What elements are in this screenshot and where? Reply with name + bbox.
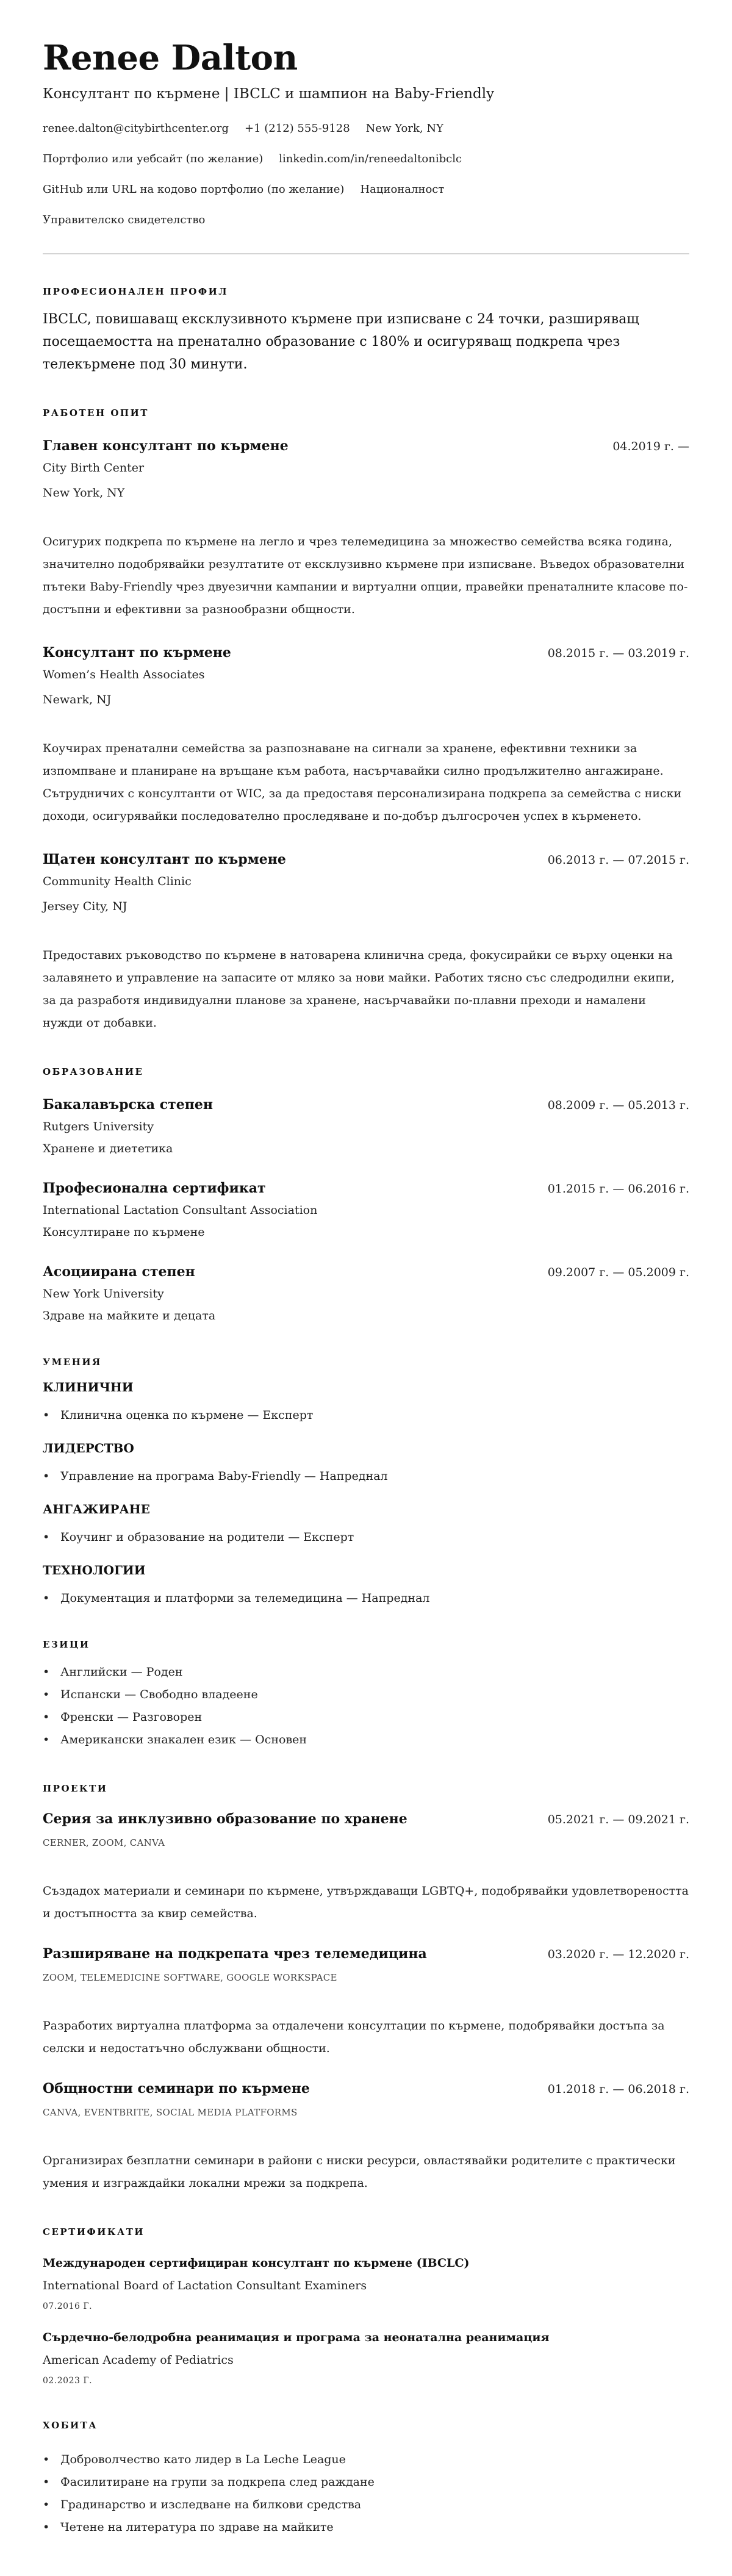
job-location: Newark, NJ — [43, 693, 112, 706]
school: International Lactation Consultant Association — [43, 1204, 318, 1217]
projects-list — [43, 1809, 689, 2195]
skill-list — [43, 1589, 689, 1607]
headline: Консултант по кърмене | IBCLC и шампион на Baby-Friendly — [43, 86, 495, 102]
entry-header — [43, 1809, 689, 1829]
divider — [43, 253, 689, 254]
project-entry — [43, 2079, 689, 2195]
certification-date: 07.2016 Г. — [43, 2302, 93, 2311]
project-title: Серия за инклузивно образование по хранене — [43, 1811, 407, 1827]
hobbies-list — [43, 2449, 689, 2539]
language-item: • Френски — Разговорен — [43, 1706, 689, 1729]
education-list — [43, 1095, 689, 1325]
degree: Бакалавърска степен — [43, 1097, 213, 1113]
job-location: New York, NY — [43, 486, 125, 500]
section-title-education: ОБРАЗОВАНИЕ — [43, 1066, 144, 1077]
skill-list — [43, 1528, 689, 1546]
contact-row — [43, 113, 689, 144]
section-title-languages: ЕЗИЦИ — [43, 1639, 90, 1650]
email-link[interactable]: renee.dalton@citybirthcenter.org — [43, 122, 229, 135]
project-title: Общностни семинари по кърмене — [43, 2081, 310, 2097]
certification-name: Сърдечно-белодробна реанимация и програма за неонатална реанимация — [43, 2331, 550, 2344]
github-link[interactable]: GitHub или URL на кодово портфолио (по желание) — [43, 183, 345, 196]
languages-list — [43, 1661, 689, 1751]
company: City Birth Center — [43, 461, 145, 475]
degree: Професионална сертификат — [43, 1180, 266, 1196]
skill-list — [43, 1406, 689, 1424]
education-entry — [43, 1179, 689, 1241]
education-entry — [43, 1262, 689, 1325]
hobby-item: • Доброволчество като лидер в La Leche League — [43, 2449, 689, 2471]
job-location: Jersey City, NJ — [43, 900, 127, 913]
section-title-summary: ПРОФЕСИОНАЛЕН ПРОФИЛ — [43, 286, 229, 297]
company: Women’s Health Associates — [43, 668, 205, 681]
job-description: Коучирах пренатални семейства за разпознаване на сигнали за хранене, ефективни техники за изпомпване и планиране на връщане към работа, насърчавайки силно продължително ангажиране. Сътрудничих с консултанти от WIC, за да предоставя персонализирана подкрепа за семейства с ниски доходи, осигурявайки последователно проследяване и по-добър дългосрочен успех в кърменето. — [43, 742, 682, 823]
section-title-projects: ПРОЕКТИ — [43, 1783, 108, 1794]
skill-category: АНГАЖИРАНЕ — [43, 1502, 150, 1516]
entry-header — [43, 1262, 689, 1282]
school: New York University — [43, 1287, 164, 1301]
language-item: • Американски знакален език — Основен — [43, 1729, 689, 1751]
job-title: Консултант по кърмене — [43, 645, 231, 661]
contact-row — [43, 144, 689, 174]
experience-entry — [43, 643, 689, 828]
contact-row — [43, 174, 689, 205]
nationality: Националност — [360, 183, 445, 196]
section-title-skills: УМЕНИЯ — [43, 1357, 102, 1368]
job-title: Главен консултант по кърмене — [43, 438, 289, 454]
location: New York, NY — [365, 122, 443, 135]
project-tech: CERNER, ZOOM, CANVA — [43, 1837, 165, 1848]
job-dates: 08.2015 г. — 03.2019 г. — [547, 647, 689, 660]
drivers-license: Управителско свидетелство — [43, 213, 206, 226]
skill-item: • Управление на програма Baby-Friendly — Напреднал — [43, 1467, 689, 1485]
project-dates: 03.2020 г. — 12.2020 г. — [547, 1948, 689, 1961]
project-entry — [43, 1944, 689, 2060]
field-of-study: Хранене и диететика — [43, 1142, 173, 1155]
entry-header — [43, 2079, 689, 2099]
language-item: • Испански — Свободно владеене — [43, 1684, 689, 1706]
contact-info — [43, 113, 689, 235]
job-title: Щатен консултант по кърмене — [43, 852, 286, 867]
experience-entry — [43, 850, 689, 1035]
company: Community Health Clinic — [43, 875, 192, 888]
entry-header — [43, 1095, 689, 1115]
summary-text: IBCLC, повишаващ ексклузивното кърмене при изписване с 24 точки, разширяващ посещаемостта на пренатално образование с 180% и осигуряващ подкрепа чрез телекърмене под 30 минути. — [43, 312, 639, 372]
project-description: Създадох материали и семинари по кърмене, утвърждаващи LGBTQ+, подобрявайки удовлетвореността и достъпността за квир семейства. — [43, 1884, 689, 1920]
school: Rutgers University — [43, 1120, 154, 1133]
entry-header — [43, 1179, 689, 1199]
project-tech: CANVA, EVENTBRITE, SOCIAL MEDIA PLATFORMS — [43, 2107, 298, 2118]
skill-list — [43, 1467, 689, 1485]
certification-issuer: International Board of Lactation Consultant Examiners — [43, 2279, 367, 2292]
entry-header — [43, 850, 689, 870]
entry-header — [43, 436, 689, 456]
job-dates: 04.2019 г. — — [612, 440, 689, 453]
experience-entry — [43, 436, 689, 621]
education-entry — [43, 1095, 689, 1158]
project-dates: 05.2021 г. — 09.2021 г. — [547, 1813, 689, 1826]
certification-date: 02.2023 Г. — [43, 2376, 93, 2386]
certification-name: Международен сертифициран консултант по кърмене (IBCLC) — [43, 2256, 470, 2270]
linkedin-link[interactable]: linkedin.com/in/reneedaltonibclc — [279, 152, 462, 165]
skill-category: ЛИДЕРСТВО — [43, 1441, 134, 1455]
project-title: Разширяване на подкрепата чрез телемедицина — [43, 1946, 427, 1962]
skill-item: • Документация и платформи за телемедицина — Напреднал — [43, 1589, 689, 1607]
project-dates: 01.2018 г. — 06.2018 г. — [547, 2083, 689, 2096]
skill-item: • Коучинг и образование на родители — Експерт — [43, 1528, 689, 1546]
entry-header — [43, 643, 689, 663]
certifications-list — [43, 2255, 689, 2388]
certification-issuer: American Academy of Pediatrics — [43, 2353, 234, 2367]
job-description: Осигурих подкрепа по кърмене на легло и чрез телемедицина за множество семейства всяка година, значително подобрявайки резултатите от ексклузивно кърмене при изписване. Въведох образователни пътеки Baby-Friendly чрез двуезични кампании и виртуални опции, правейки пренаталните класове по-достъпни и ефективни за разнообразни общности. — [43, 535, 688, 616]
education-dates: 09.2007 г. — 05.2009 г. — [547, 1266, 689, 1279]
contact-row — [43, 205, 689, 235]
experience-list — [43, 436, 689, 1035]
entry-header — [43, 1944, 689, 1964]
project-description: Организирах безплатни семинари в райони с ниски ресурси, овластявайки родителите с практически умения и изграждайки локални мрежи за подкрепа. — [43, 2154, 676, 2190]
skill-category: КЛИНИЧНИ — [43, 1380, 134, 1394]
hobby-item: • Градинарство и изследване на билкови средства — [43, 2494, 689, 2516]
degree: Асоциирана степен — [43, 1264, 195, 1280]
education-dates: 01.2015 г. — 06.2016 г. — [547, 1182, 689, 1196]
hobby-item: • Фасилитиране на групи за подкрепа след раждане — [43, 2471, 689, 2494]
certification-entry — [43, 2329, 689, 2388]
field-of-study: Консултиране по кърмене — [43, 1225, 205, 1239]
project-description: Разработих виртуална платформа за отдалечени консултации по кърмене, подобрявайки достъпа за селски и недостатъчно обслужвани общности. — [43, 2019, 665, 2055]
project-entry — [43, 1809, 689, 1925]
job-description: Предоставих ръководство по кърмене в натоварена клинична среда, фокусирайки се върху оценки на залавянето и управление на запасите от мляко за нови майки. Работих тясно със следродилни екипи, за да разработя индивидуални планове за хранене, насърчавайки по-плавни преходи и намалени нужди от добавки. — [43, 949, 675, 1030]
education-dates: 08.2009 г. — 05.2013 г. — [547, 1099, 689, 1112]
language-item: • Английски — Роден — [43, 1661, 689, 1684]
skill-item: • Клинична оценка по кърмене — Експерт — [43, 1406, 689, 1424]
hobby-item: • Четене на литература по здраве на майките — [43, 2516, 689, 2539]
skills-list — [43, 1379, 689, 1607]
project-tech: ZOOM, TELEMEDICINE SOFTWARE, GOOGLE WORKSPACE — [43, 1972, 337, 1983]
candidate-name: Renee Dalton — [43, 38, 298, 78]
section-title-certifications: СЕРТИФИКАТИ — [43, 2226, 145, 2237]
portfolio-link[interactable]: Портфолио или уебсайт (по желание) — [43, 152, 264, 165]
section-title-experience: РАБОТЕН ОПИТ — [43, 407, 149, 418]
skill-category: ТЕХНОЛОГИИ — [43, 1563, 146, 1577]
certification-entry — [43, 2255, 689, 2314]
job-dates: 06.2013 г. — 07.2015 г. — [547, 853, 689, 867]
section-title-hobbies: ХОБИТА — [43, 2420, 98, 2431]
field-of-study: Здраве на майките и децата — [43, 1309, 216, 1322]
phone: +1 (212) 555-9128 — [245, 122, 350, 135]
